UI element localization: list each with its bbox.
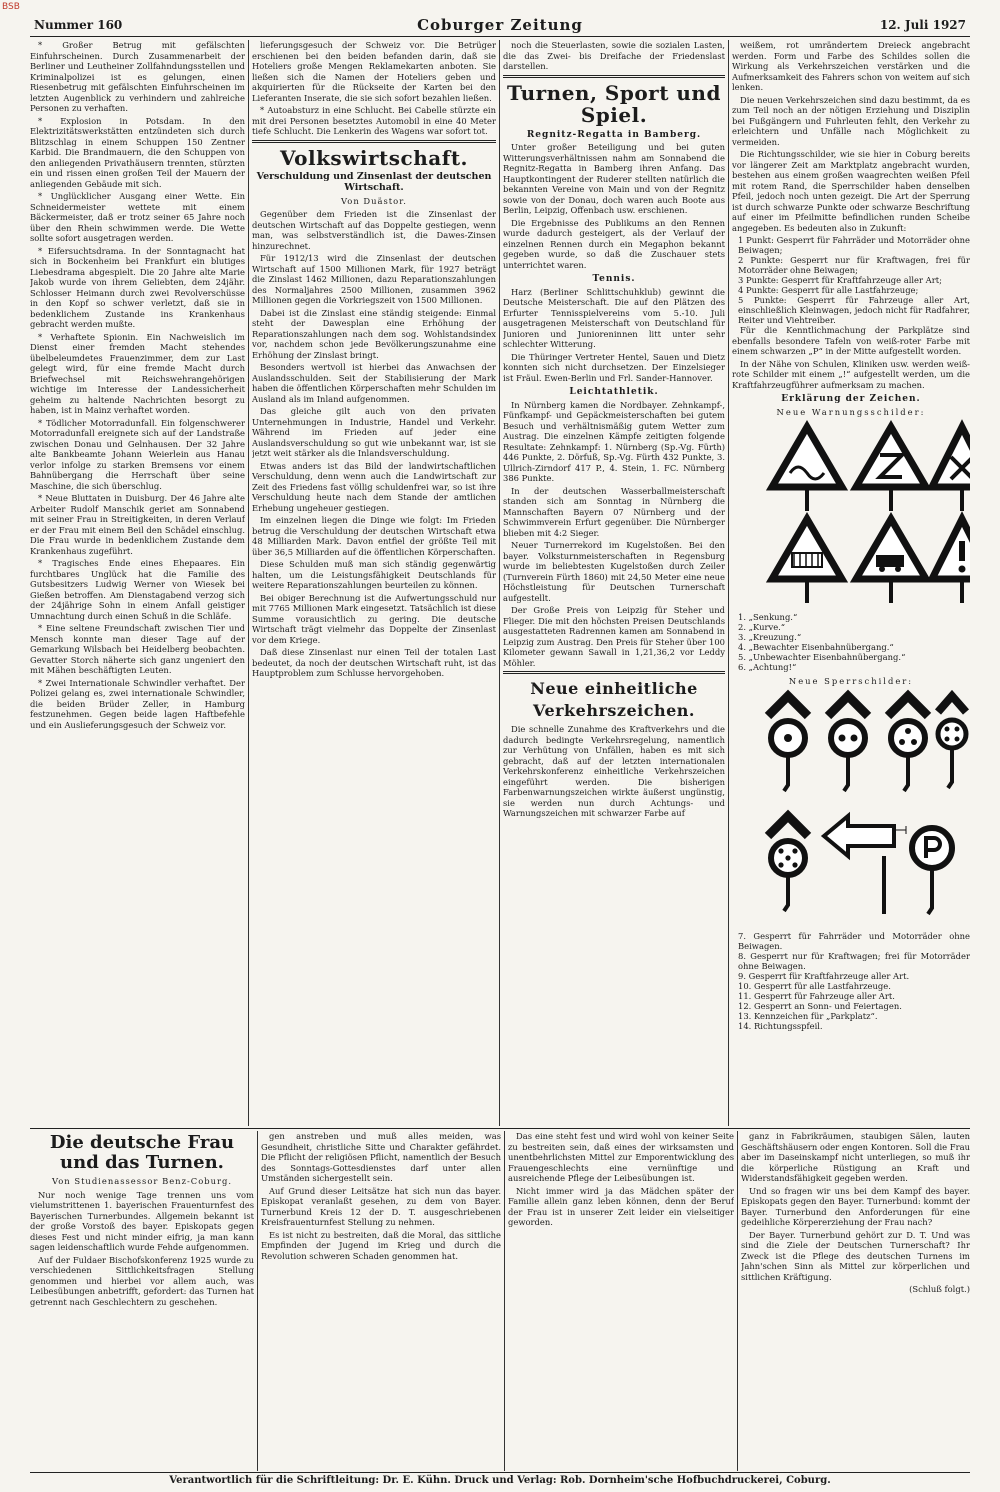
sports-subsection: Regnitz-Regatta in Bamberg. bbox=[526, 129, 702, 140]
news-item: * Neue Bluttaten in Duisburg. Der 46 Jahre alte Arbeiter Rudolf Manschik geriet am Sonnabend mit seiner Frau in Streitigkeiten, in deren Verlauf er der Frau mit einem Beil den Schädel einschlug. Die Frau wurde in bedenklichem Zustande dem Krankenhaus zugeführt. bbox=[30, 493, 245, 556]
article-paragraph: In der deutschen Wasserballmeisterschaft standen sich am Sonntag in Nürnberg die Mannschaften Bayern 07 Nürnberg und der Schwimmverein Erfurt gegenüber. Die Nürnberger blieben mit 4:2 Sieger. bbox=[503, 485, 725, 538]
column-divider bbox=[499, 40, 500, 1126]
bottom-column-1 bbox=[30, 1131, 254, 1471]
legend-item: 12. Gesperrt an Sonn- und Feiertagen. bbox=[738, 1000, 902, 1011]
newspaper-title: Coburger Zeitung bbox=[417, 16, 583, 34]
article-paragraph: Der Bayer. Turnerbund gehört zur D. T. Und was sind die Ziele der Deutschen Turnerschaft? Ihr Zweck ist die Pflege des deutschen Turnens im Jahn'schen Sinn als Mittel zur körperlichen und sittlichen Kräftigung. bbox=[741, 1229, 970, 1282]
bottom-column-4 bbox=[741, 1131, 970, 1471]
article-paragraph: Im einzelnen liegen die Dinge wie folgt: Im Frieden betrug die Verschuldung der deutschen Wirtschaft etwa 48 Milliarden Mark. Davon entfiel der größte Teil mit über 36,5 Milliarden auf die öffentlichen Körperschaften. bbox=[252, 515, 496, 557]
legend-item: 14. Richtungsspfeil. bbox=[738, 1020, 823, 1031]
news-item: * Tödlicher Motorradunfall. Ein folgenschwerer Motorradunfall ereignete sich auf der Landstraße zwischen Donau und Gelnhausen. Der 32 Jahre alte Bankbeamte Johann Weierlein aus Hanau verlor infolge zu starken Bremsens vor einem Bahnübergang die Herrschaft über seine Maschine, die sich überschlug. bbox=[30, 417, 245, 491]
block-signs-figure bbox=[732, 686, 970, 926]
news-item: * Autoabsturz in eine Schlucht. Bei Cabelle stürzte ein mit drei Personen besetztes Automobil in eine 40 Meter tiefe Schlucht. Die Lenkerin des Wagens war sofort tot. bbox=[252, 105, 496, 136]
sports-subsection: Leichtathletik. bbox=[569, 387, 659, 397]
article-paragraph: Die Richtungsschilder, wie sie hier in Coburg bereits vor längerer Zeit am Marktplatz angebracht wurden, bestehen aus einem großen waagrechten weißen Pfeil mit rotem Rand, die Sperrschilder haben denselben Pfeil, jedoch noch unten gezeigt. Die Art der Sperrung ist durch schwarze Punkte oder schwarze Beschriftung auf einer im Pfeilmitte befindlichen runden Scheibe angegeben. Es bedeuten also in Zukunft: bbox=[732, 149, 970, 233]
article-paragraph: Diese Schulden muß man sich ständig gegenwärtig halten, um die Leistungsfähigkeit Deutschlands für weitere Reparationszahlungen beurteilen zu können. bbox=[252, 559, 496, 590]
block-sign-1-dot-icon bbox=[768, 696, 808, 791]
section-rule bbox=[503, 75, 725, 78]
issue-date: 12. Juli 1927 bbox=[879, 18, 966, 32]
legend-item: 13. Kennzeichen für „Parkplatz“. bbox=[738, 1010, 878, 1021]
list-item: 4 Punkte: Gesperrt für alle Lastfahrzeuge; bbox=[738, 285, 919, 295]
block-sign-4-dots-icon bbox=[938, 696, 966, 788]
warning-signs-figure bbox=[732, 417, 970, 607]
imprint-footer: Verantwortlich für die Schriftleitung: Dr. E. Kühn. Druck und Verlag: Rob. Dornheim'sche Hofbuchdruckerei, Coburg. bbox=[30, 1472, 970, 1489]
warning-sign-bewacht-icon bbox=[772, 519, 842, 603]
list-item: 3 Punkte: Gesperrt für Kraftfahrzeuge aller Art; bbox=[738, 275, 942, 285]
warning-sign-kreuzung-icon bbox=[932, 427, 970, 511]
block-sign-5-dots-icon bbox=[768, 816, 808, 911]
sign-legend-title: Erklärung der Zeichen. bbox=[781, 394, 921, 404]
article-paragraph: In Nürnberg kamen die Nordbayer. Zehnkampf-, Fünfkampf- und Gepäckmeisterschaften bei gutem Besuch und verhältnismäßig gutem Wetter zum Austrag. Die einzelnen Kämpfe zeitigten folgende Resultate: Zehnkampf: 1. Nürnberg (Sp.-Vg. Fürth) 446 Punkte, 2. Dörfuß, Sp.-Vg. Fürth 432 Punkte, 3. Ullrich-Zirndorf 417 P., 4. Stein, 1. FC. Nürnberg 386 Punkte. bbox=[503, 399, 725, 483]
traffic-signs-headline: Neue einheitliche Verkehrszeichen. bbox=[530, 679, 698, 720]
warning-sign-unbewacht-icon bbox=[856, 519, 926, 603]
news-item: noch die Steuerlasten, sowie die sozialen Lasten, die das Zwei- bis Dreifache der Friedenslast darstellen. bbox=[503, 40, 725, 71]
article-paragraph: Bei obiger Berechnung ist die Aufwertungsschuld nur mit 7765 Millionen Mark eingesetzt. Tatsächlich ist diese Summe vorausichtlich zu gering. Die deutsche Wirtschaft trägt vielmehr das Doppelte der Zinsenlast vor dem Kriege. bbox=[252, 592, 496, 645]
legend-item: 9. Gesperrt für Kraftfahrzeuge aller Art. bbox=[738, 970, 910, 981]
column-divider bbox=[257, 1131, 258, 1471]
legend-item: 10. Gesperrt für alle Lastfahrzeuge. bbox=[738, 980, 891, 991]
article-paragraph: Besonders wertvoll ist hierbei das Anwachsen der Auslandsschulden. Seit der Stabilisierung der Mark haben die öffentlichen Körperschaften mehr Schulden im Ausland als im Inland aufgenommen. bbox=[252, 362, 496, 404]
legend-item: 2. „Kurve.“ bbox=[738, 621, 786, 632]
article-paragraph: Und so fragen wir uns bei dem Kampf des bayer. Episkopats gegen den Bayer. Turnerbund: kommt der Bayer. Turnerbund den Anforderungen für eine gedeihliche Körpererziehung der Frau nach? bbox=[741, 1185, 970, 1227]
legend-item: 3. „Kreuzung.“ bbox=[738, 631, 802, 642]
section-rule bbox=[503, 671, 725, 674]
article-paragraph: Die schnelle Zunahme des Kraftverkehrs und die dadurch bedingte Verkehrsregelung, namentlich zur Verhütung von Unfällen, haben es mit sich gebracht, daß auf der letzten internationalen Verkehrskonferenz einheitliche Verkehrszeichen eingeführt werden. Die bisherigen Farbenwarnungszeichen wirkte äußerst ungünstig, sie werden nun durch Achtungs- und Warnungszeichen mit schwarzer Farbe auf bbox=[503, 724, 725, 818]
column-1 bbox=[30, 40, 245, 1126]
news-item: * Unglücklicher Ausgang einer Wette. Ein Schneidermeister wettete mit einem Bäckermeister, daß er trotz seiner 65 Jahre noch über den Rhein schwimmen werde. Die Wette sollte sofort ausgetragen werden. bbox=[30, 191, 245, 243]
bottom-column-2 bbox=[261, 1131, 501, 1471]
news-item: * Großer Betrug mit gefälschten Einfuhrscheinen. Durch Zusammenarbeit der Berliner und Leutheiner Zollfahndungsstellen und Kriminalpolizei ist es gelungen, einen Riesenbetrug mit gefälschten Einfuhrscheinen im letzten Augenblick zu verhindern und zahlreiche Personen zu verhaften. bbox=[30, 40, 245, 113]
article-paragraph: Für die Kenntlichmachung der Parkplätze sind ebenfalls besondere Tafeln von weiß-roter Farbe mit einem schwarzen „P“ in der Mitte aufgestellt worden. bbox=[732, 325, 970, 356]
article-paragraph: gen anstreben und muß alles meiden, was Gesundheit, christliche Sitte und Charakter gefährdet. Die Pflicht der religiösen Pflicht, namentlich der Besuch des Sonntags-Gottesdienstes darf unter allen Umständen sichergestellt sein. bbox=[261, 1131, 501, 1183]
legend-item: 5. „Unbewachter Eisenbahnübergang.“ bbox=[738, 651, 906, 662]
article-paragraph: Die Thüringer Vertreter Hentel, Sauen und Dietz konnten sich nicht durchsetzen. Der Einzelsieger ist Fräul. Ewen-Berlin und Frl. Sander-Hannover. bbox=[503, 351, 725, 383]
sports-headline: Turnen, Sport und Spiel. bbox=[507, 80, 721, 127]
warning-legend bbox=[738, 612, 970, 672]
article-paragraph: Die Ergebnisse des Publikums an den Rennen wurde dadurch gesteigert, als der Verlauf der einzelnen Rennen durch ein Megaphon bekannt gegeben wurde, so daß die Zuschauer stets unterrichtet waren. bbox=[503, 217, 725, 270]
column-2 bbox=[252, 40, 496, 1126]
list-item: 2 Punkte: Gesperrt nur für Kraftwagen, frei für Motorräder ohne Beiwagen; bbox=[738, 255, 970, 275]
warning-sign-achtung-icon bbox=[932, 519, 970, 603]
column-divider bbox=[504, 1131, 505, 1471]
article-paragraph: Etwas anders ist das Bild der landwirtschaftlichen Verschuldung, denn wenn auch die Landwirtschaft zur Zeit des Friedens fast völlig schuldenfrei war, so ist ihre Verschuldung heute nach dem Stande der amtlichen Erhebung ungeheuer gestiegen. bbox=[252, 460, 496, 513]
list-item: 5 Punkte: Gesperrt für Fahrzeuge aller Art, einschließlich Kleinwagen, jedoch nicht für Radfahrer, Reiter und Viehtreiber. bbox=[738, 295, 970, 325]
article-paragraph: Neuer Turnerrekord im Kugelstoßen. Bei den bayer. Volksturnmeisterschaften in Regensburg wurde im beliebtesten Kugelstoßen durch Zeiler (Turnverein Fürth 1860) mit 24,50 Meter eine neue Höchstleistung für Deutschen Turnerschaft aufgestellt. bbox=[503, 540, 725, 603]
article-paragraph: Dabei ist die Zinslast eine ständig steigende: Einmal steht der Dawesplan eine Erhöhung der Reparationszahlungen nach dem sog. Wohlstandsindex vor, nachdem schon jede Bevölkerungszunahme eine Erhöhung der Zinslast bringt. bbox=[252, 307, 496, 360]
article-paragraph: Nicht immer wird ja das Mädchen später der Familie allein ganz leben können, denn der Beruf der Frau ist in unserer Zeit leider ein vielseitiger geworden. bbox=[508, 1185, 734, 1227]
legend-item: 6. „Achtung!“ bbox=[738, 661, 797, 672]
sports-subsection: Tennis. bbox=[592, 274, 636, 284]
section-headline: Volkswirtschaft. bbox=[279, 145, 469, 170]
news-item: * Explosion in Potsdam. In den Elektrizitätswerkstätten entzündeten sich durch Blitzschlag in einem Schuppen 150 Zentner Karbid. Die Brandmauern, die den Schuppen von den anliegenden Privathäusern trennten, stürzten ein und rissen einen großen Teil der Mauern der anliegenden Gebäude mit sich. bbox=[30, 115, 245, 189]
warning-sign-senkung-icon bbox=[772, 427, 842, 511]
masthead bbox=[30, 16, 970, 37]
issue-number: Nummer 160 bbox=[34, 18, 123, 32]
article-paragraph: In der Nähe von Schulen, Kliniken usw. werden weiß-rote Schilder mit einem „!“ aufgestellt werden, um die Kraftfahrzeugführer aufmerksam zu machen. bbox=[732, 358, 970, 390]
direction-arrow-icon bbox=[824, 816, 906, 914]
news-item: * Eifersuchtsdrama. In der Sonntagnacht hat sich in Bockenheim bei Frankfurt ein blutiges Liebesdrama abgespielt. Die 20 Jahre alte Marie Jakob wurde von ihrem Geliebten, dem 24jähr. Schlosser Heimann durch zwei Revolverschüsse in den Kopf so schwer verletzt, daß sie in bedenklichem Zustande ins Krankenhaus gebracht werden mußte. bbox=[30, 245, 245, 329]
column-4 bbox=[732, 40, 970, 1126]
article-paragraph: Das eine steht fest und wird wohl von keiner Seite zu bestreiten sein, daß eines der wirksamsten und unentbehrlichsten Mittel zur Emporentwicklung des Frauengeschlechts eine vernünftige und ausreichende Pflege der Leibesübungen ist. bbox=[508, 1131, 734, 1183]
continued-note: (Schluß folgt.) bbox=[909, 1284, 970, 1294]
column-divider bbox=[248, 40, 249, 1126]
article-paragraph: Für 1912/13 wird die Zinsenlast der deutschen Wirtschaft auf 1500 Millionen Mark, für 1927 beträgt die Zinslast 1462 Millionen, dazu Reparationszahlungen des Normaljahres 2500 Millionen, zusammen 3962 Millionen gegen die Vorkriegszeit von 1500 Millionen. bbox=[252, 253, 496, 305]
block-sign-2-dots-icon bbox=[828, 696, 868, 791]
news-item: * Eine seltene Freundschaft zwischen Tier und Mensch konnte man dieser Tage auf der Gemarkung Wilsbach bei Heidelberg beobachten. Gevatter Storch näherte sich ganz ungeniert den mit Mähen beschäftigten Leuten. bbox=[30, 623, 245, 675]
article-paragraph: Die neuen Verkehrszeichen sind dazu bestimmt, da es zum Teil noch an der nötigen Erziehung und Disziplin bei Fußgängern und Fuhrleuten fehlt, den Verkehr zu erleichtern und Unfälle nach Möglichkeit zu vermeiden. bbox=[732, 94, 970, 147]
legend-item: 11. Gesperrt für Fahrzeuge aller Art. bbox=[738, 990, 895, 1001]
article-paragraph: Gegenüber dem Frieden ist die Zinsenlast der deutschen Wirtschaft auf das Doppelte gestiegen, wenn man, was selbstverständlich ist, die Dawes-Zinsen hinzurechnet. bbox=[252, 209, 496, 251]
article-paragraph: Harz (Berliner Schlittschuhklub) gewinnt die Deutsche Meisterschaft. Die auf den Plätzen des Erfurter Tennisspielvereins vom 5.-10. Juli ausgetragenen Meisterschaft von Deutschland für Junioren und Junioreninnen litt unter sehr schlechter Witterung. bbox=[503, 286, 725, 349]
news-item: * Tragisches Ende eines Ehepaares. Ein furchtbares Unglück hat die Familie des Gutsbesitzers Ludwig Werner von Wiesek bei Gießen betroffen. Am Dienstagabend verzog sich der 24jährige Sohn in einem Anfall geistiger Umnachtung durch einen Schuß in die Schläfe. bbox=[30, 558, 245, 621]
feature-headline: Die deutsche Frau und das Turnen. bbox=[49, 1132, 235, 1173]
article-paragraph: Das gleiche gilt auch von den privaten Unternehmungen in Industrie, Handel und Verkehr. Während im Frieden auf jeder eine Auslandsverschuldung so gut wie unbekannt war, ist sie jetzt weit stärker als die Inlandsverschuldung. bbox=[252, 406, 496, 458]
article-paragraph: Auf der Fuldaer Bischofskonferenz 1925 wurde zu verschiedenen Sittlichkeitsfragen Stellung genommen und hierbei vor allem auch, was Leibesübungen anbetrifft, gefordert: das Turnen hat getrennt nach Geschlechtern zu geschehen. bbox=[30, 1254, 254, 1307]
article-paragraph: weißem, rot umrändertem Dreieck angebracht werden. Form und Farbe des Schildes sollen die Wirkung als Verkehrszeichen verstärken und die Aufmerksamkeit des Fahrers schon von weitem auf sich lenken. bbox=[732, 40, 970, 92]
block-legend bbox=[738, 931, 970, 1031]
legend-item: 1. „Senkung.“ bbox=[738, 611, 798, 622]
column-divider bbox=[737, 1131, 738, 1471]
legend-item: 8. Gesperrt nur für Kraftwagen; frei für Motorräder ohne Beiwagen. bbox=[738, 950, 970, 971]
block-sign-3-dots-icon bbox=[888, 696, 928, 791]
block-signs-label: Neue Sperrschilder: bbox=[788, 675, 914, 686]
parking-sign-icon bbox=[912, 828, 952, 914]
bottom-column-3 bbox=[508, 1131, 734, 1471]
news-item: * Verhaftete Spionin. Ein Nachweislich im Dienst einer fremden Macht stehendes übelbeleumdetes Frauenzimmer, dem zur Last gelegt wird, für eine fremde Macht durch Briefwechsel mit Reichswehrangehörigen wichtige im Interesse der Landessicherheit geheim zu haltende Nachrichten besorgt zu haben, ist in Mainz verhaftet worden. bbox=[30, 331, 245, 415]
article-paragraph: Unter großer Beteiligung und bei guten Witterungsverhältnissen nahm am Sonnabend die Regnitz-Regatta in Bamberg ihren Anfang. Das Hauptkontingent der Ruderer stellten natürlich die bekannten Vereine von Main und von der Regnitz sowie von der Donau, doch waren auch Boote aus Berlin, Leipzig, Offenbach usw. erschienen. bbox=[503, 142, 725, 215]
feature-byline: Von Studienassessor Benz-Coburg. bbox=[51, 1176, 233, 1186]
news-item: lieferungsgesuch der Schweiz vor. Die Betrüger erschienen bei den beiden befanden darin, daß sie Hoteliers große Mengen Reklamekarten anboten. Sie ließen sich die Namen der Hoteliers geben und akquirierten für die Rückseite der Karten bei den Lieferanten Inserate, die sie sich sofort bezahlen ließen. bbox=[252, 40, 496, 103]
warning-sign-kurve-icon bbox=[856, 427, 926, 511]
article-paragraph: ganz in Fabrikräumen, staubigen Sälen, lauten Geschäftshäusern oder engen Kontoren. Soll die Frau aber im Daseinskampf nicht unterliegen, so muß ihr die körperliche Rüstigung an Kraft und Widerstandsfähigkeit gegeben werden. bbox=[741, 1131, 970, 1183]
article-paragraph: Es ist nicht zu bestreiten, daß die Moral, das sittliche Empfinden der Jugend im Krieg und durch die Revolution schweren Schaden genommen hat. bbox=[261, 1229, 501, 1261]
article-byline: Von Duästor. bbox=[341, 195, 407, 206]
library-stamp: BSB bbox=[2, 2, 20, 12]
article-paragraph: Der Große Preis von Leipzig für Steher und Flieger. Die mit den höchsten Preisen Deutschlands ausgestatteten Radrennen kamen am Sonnabend in Leipzig zum Austrag. Den Preis für Steher über 100 Kilometer gewann Sawall in 1,21,36,2 vor Leddy Möhler. bbox=[503, 605, 725, 668]
list-item: 1 Punkt: Gesperrt für Fahrräder und Motorräder ohne Beiwagen; bbox=[738, 235, 970, 255]
article-subheadline: Verschuldung und Zinsenlast der deutschen Wirtschaft. bbox=[256, 170, 492, 193]
legend-item: 7. Gesperrt für Fahrräder und Motorräder ohne Beiwagen. bbox=[738, 930, 970, 951]
dot-meaning-list bbox=[738, 235, 970, 325]
section-divider bbox=[30, 1128, 970, 1129]
column-divider bbox=[728, 40, 729, 1126]
article-paragraph: Auf Grund dieser Leitsätze hat sich nun das bayer. Episkopat veranlaßt gesehen, zu dem von Bayer. Turnerbund Kreis 12 der D. T. ausgeschriebenen Kreisfrauenturnfest Stellung zu nehmen. bbox=[261, 1185, 501, 1227]
article-paragraph: Daß diese Zinsenlast nur einen Teil der totalen Last bedeutet, da noch der deutschen Wirtschaft ruht, ist das Hauptproblem zum Schlusse hervorgehoben. bbox=[252, 647, 496, 678]
column-3 bbox=[503, 40, 725, 1126]
article-paragraph: Nur noch wenige Tage trennen uns vom vielumstrittenen 1. bayerischen Frauenturnfest des Bayerischen Turnerbundes. Allgemein bekannt ist der große Vorstoß des bayer. Episkopats gegen dieses Fest und nicht minder eifrig, ja man kann sagen leidenschaftlich wurde Fehde aufgenommen. bbox=[30, 1189, 254, 1252]
warning-signs-label: Neue Warnungsschilder: bbox=[776, 406, 926, 417]
legend-item: 4. „Bewachter Eisenbahnübergang.“ bbox=[738, 641, 894, 652]
section-rule bbox=[252, 140, 496, 143]
news-item: * Zwei Internationale Schwindler verhaftet. Der Polizei gelang es, zwei internationale Schwindler, die beiden Brüder Zeller, in Hamburg festzunehmen. Gegen beide lagen Haftbefehle und ein Auslieferungsgesuch der Schweiz vor. bbox=[30, 677, 245, 730]
